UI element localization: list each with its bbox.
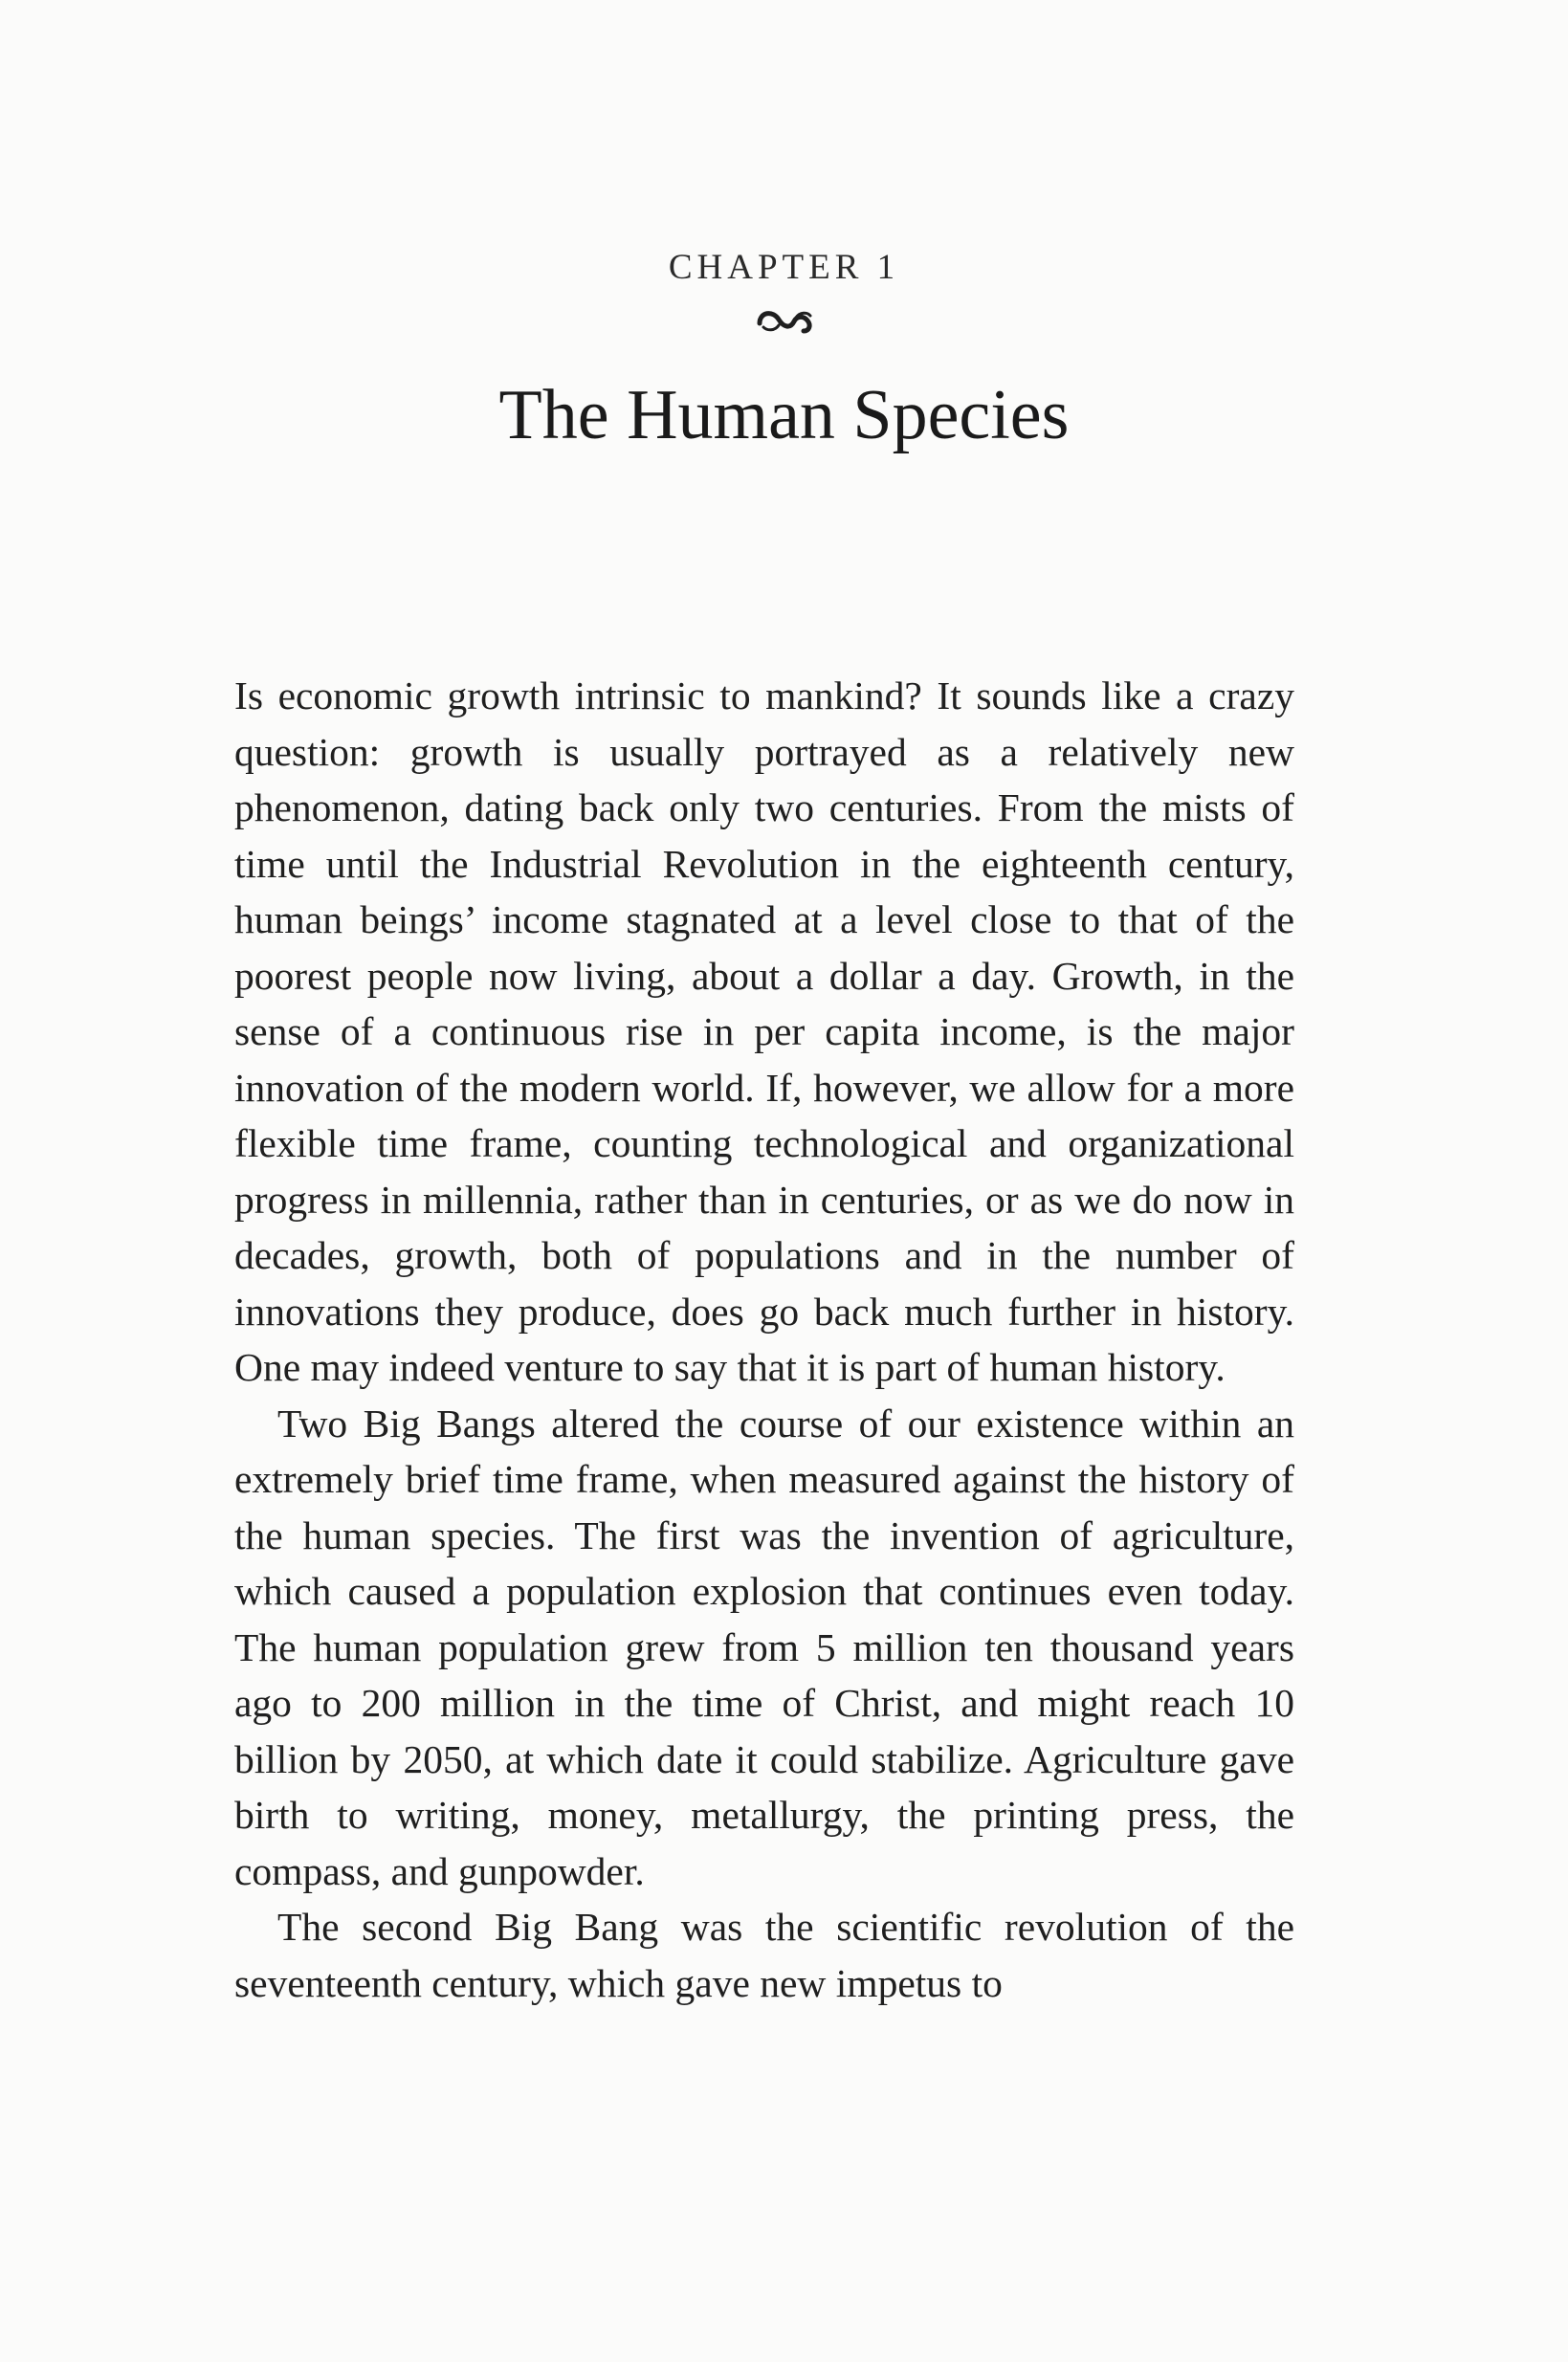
paragraph: Is economic growth intrinsic to mankind? It sounds like a crazy question: growth is usually portrayed as a relatively new phenomenon, dating back only two centuries. From the mists of time until the Industrial Revolution in the eighteenth century, human beings’ income stagnated at a level close to that of the poorest people now living, about a dollar a day. Growth, in the sense of a continuous rise in per capita income, is the major innovation of the modern world. If, however, we allow for a more flexible time frame, counting technological and organizational progress in millennia, rather than in centuries, or as we do now in decades, growth, both of populations and in the number of innovations they produce, does go back much further in history. One may indeed venture to say that it is part of human history.	[234, 673, 1294, 1389]
chapter-label: CHAPTER 1	[668, 248, 900, 287]
paragraph: Two Big Bangs altered the course of our existence within an extremely brief time frame, when measured against the history of the human species. The first was the invention of agriculture, which caused a population explosion that continues even today. The human population grew from 5 million ten thousand years ago to 200 million in the time of Christ, and might reach 10 billion by 2050, at which date it could stabilize. Agriculture gave birth to writing, money, metallurgy, the printing press, the compass, and gunpowder.	[234, 1401, 1294, 1893]
body-text	[234, 668, 1294, 2011]
chapter-title: The Human Species	[498, 376, 1070, 454]
paragraph: The second Big Bang was the scientific revolution of the seventeenth century, which gave new impetus to	[234, 1905, 1294, 2005]
ornament-icon	[0, 304, 1568, 342]
